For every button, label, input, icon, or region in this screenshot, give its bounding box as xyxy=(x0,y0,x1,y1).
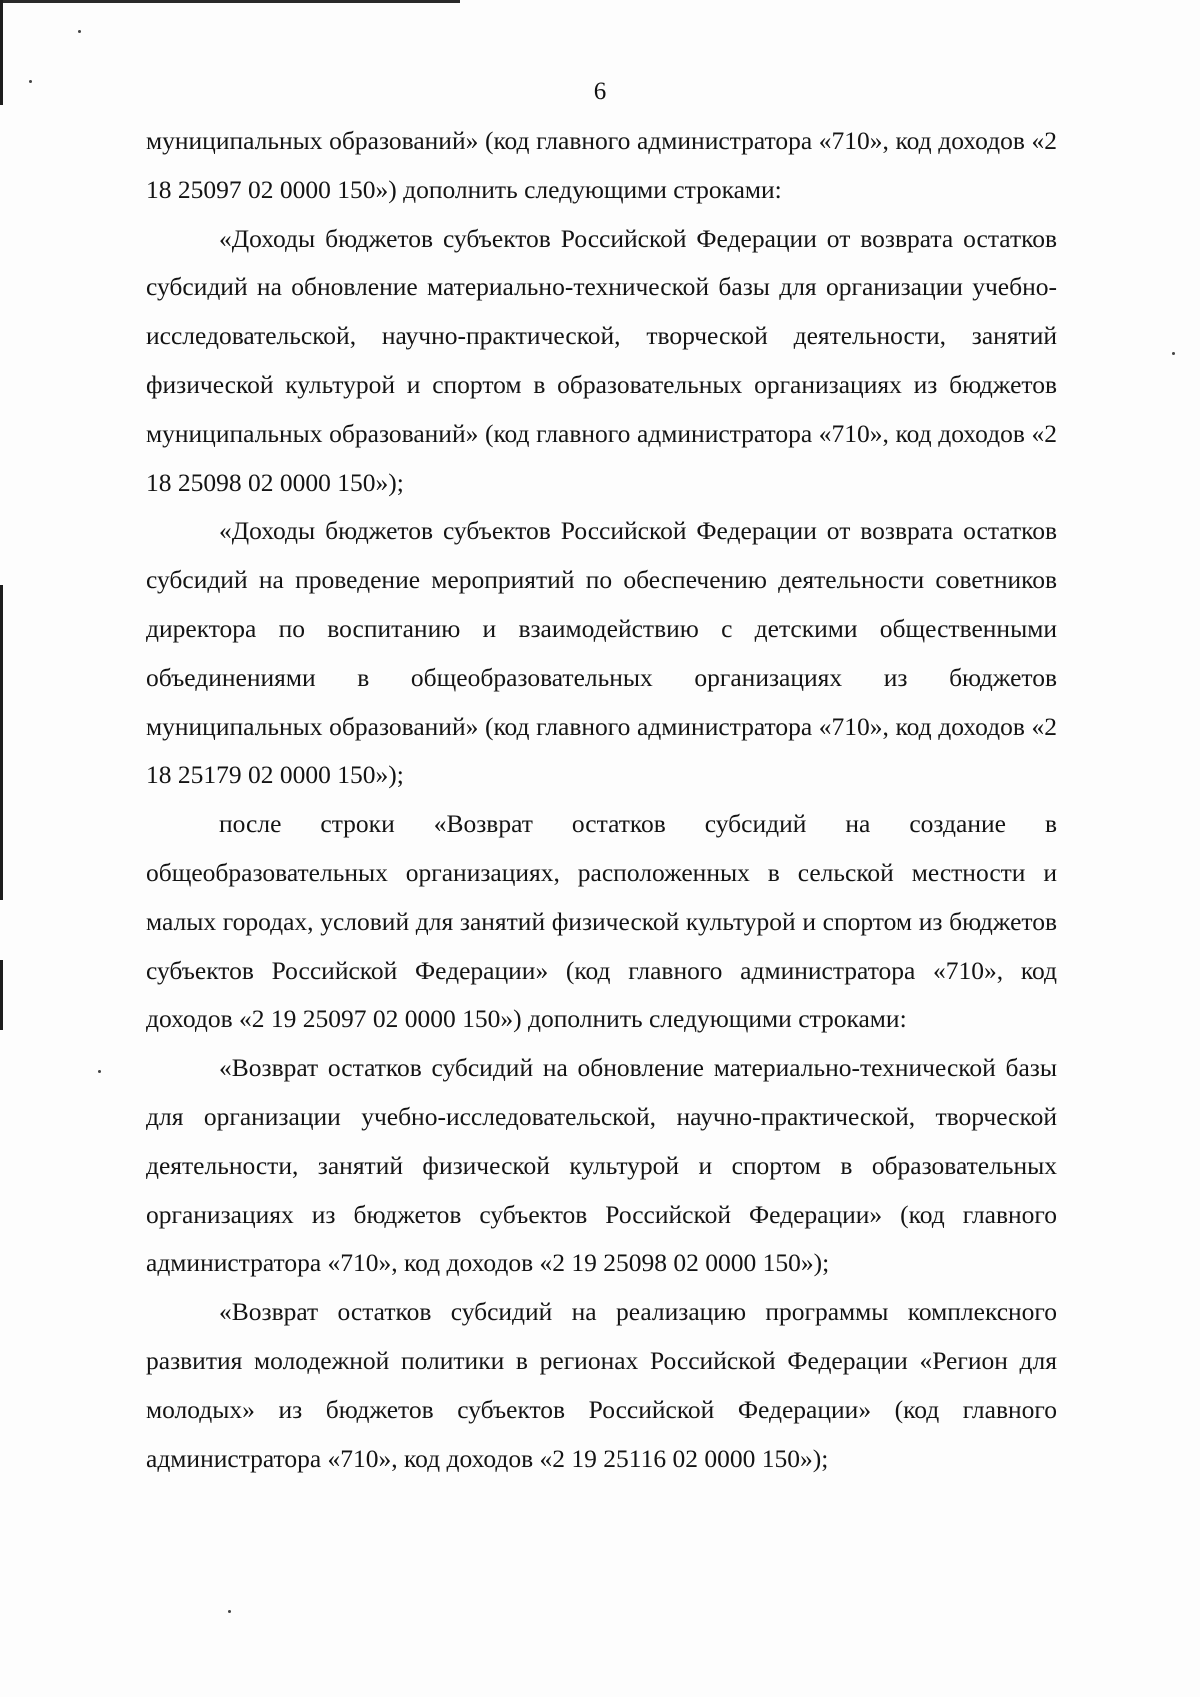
paragraph: «Возврат остатков субсидий на реализацию программы комплексного развития молодежной политики в регионах Российской Федерации «Регион для молодых» из бюджетов субъектов Российской Федерации» (код главного администратора «710», код доходов «2 19 25116 02 0000 150»); xyxy=(146,1297,1057,1473)
page-number: 6 xyxy=(593,78,607,105)
scan-speck xyxy=(98,1070,101,1073)
paragraph: «Доходы бюджетов субъектов Российской Федерации от возврата остатков субсидий на проведение мероприятий по обеспечению деятельности советников директора по воспитанию и взаимодействию с детскими общественными объединениями в общеобразовательных организациях из бюджетов муниципальных образований» (код главного администратора «710», код доходов «2 18 25179 02 0000 150»); xyxy=(146,516,1057,790)
scan-top-border xyxy=(0,0,460,3)
paragraph: «Возврат остатков субсидий на обновление материально-технической базы для организации учебно-исследовательской, научно-практической, творческой деятельности, занятий физической культурой и спортом в образовательных организациях из бюджетов субъектов Российской Федерации» (код главного администратора «710», код доходов «2 19 25098 02 0000 150»); xyxy=(146,1053,1057,1278)
paragraph: «Доходы бюджетов субъектов Российской Федерации от возврата остатков субсидий на обновление материально-технической базы для организации учебно-исследовательской, научно-практической, творческой деятельности, занятий физической культурой и спортом в образовательных организациях из бюджетов муниципальных образований» (код главного администратора «710», код доходов «2 18 25098 02 0000 150»); xyxy=(146,223,1057,497)
scan-speck xyxy=(78,30,81,33)
paragraph-continuation: муниципальных образований» (код главного администратора «710», код доходов «2 18 25097 02 0000 150») дополнить следующими строками: xyxy=(146,126,1057,204)
scan-left-edge-mark xyxy=(0,585,3,900)
document-body xyxy=(146,117,1057,1483)
scan-speck xyxy=(1172,352,1175,355)
scan-speck xyxy=(228,1610,231,1613)
paragraph: после строки «Возврат остатков субсидий на создание в общеобразовательных организациях, расположенных в сельской местности и малых городах, условий для занятий физической культурой и спортом из бюджетов субъектов Российской Федерации» (код главного администратора «710», код доходов «2 19 25097 02 0000 150») дополнить следующими строками: xyxy=(146,809,1057,1034)
scan-left-edge-mark xyxy=(0,960,3,1030)
